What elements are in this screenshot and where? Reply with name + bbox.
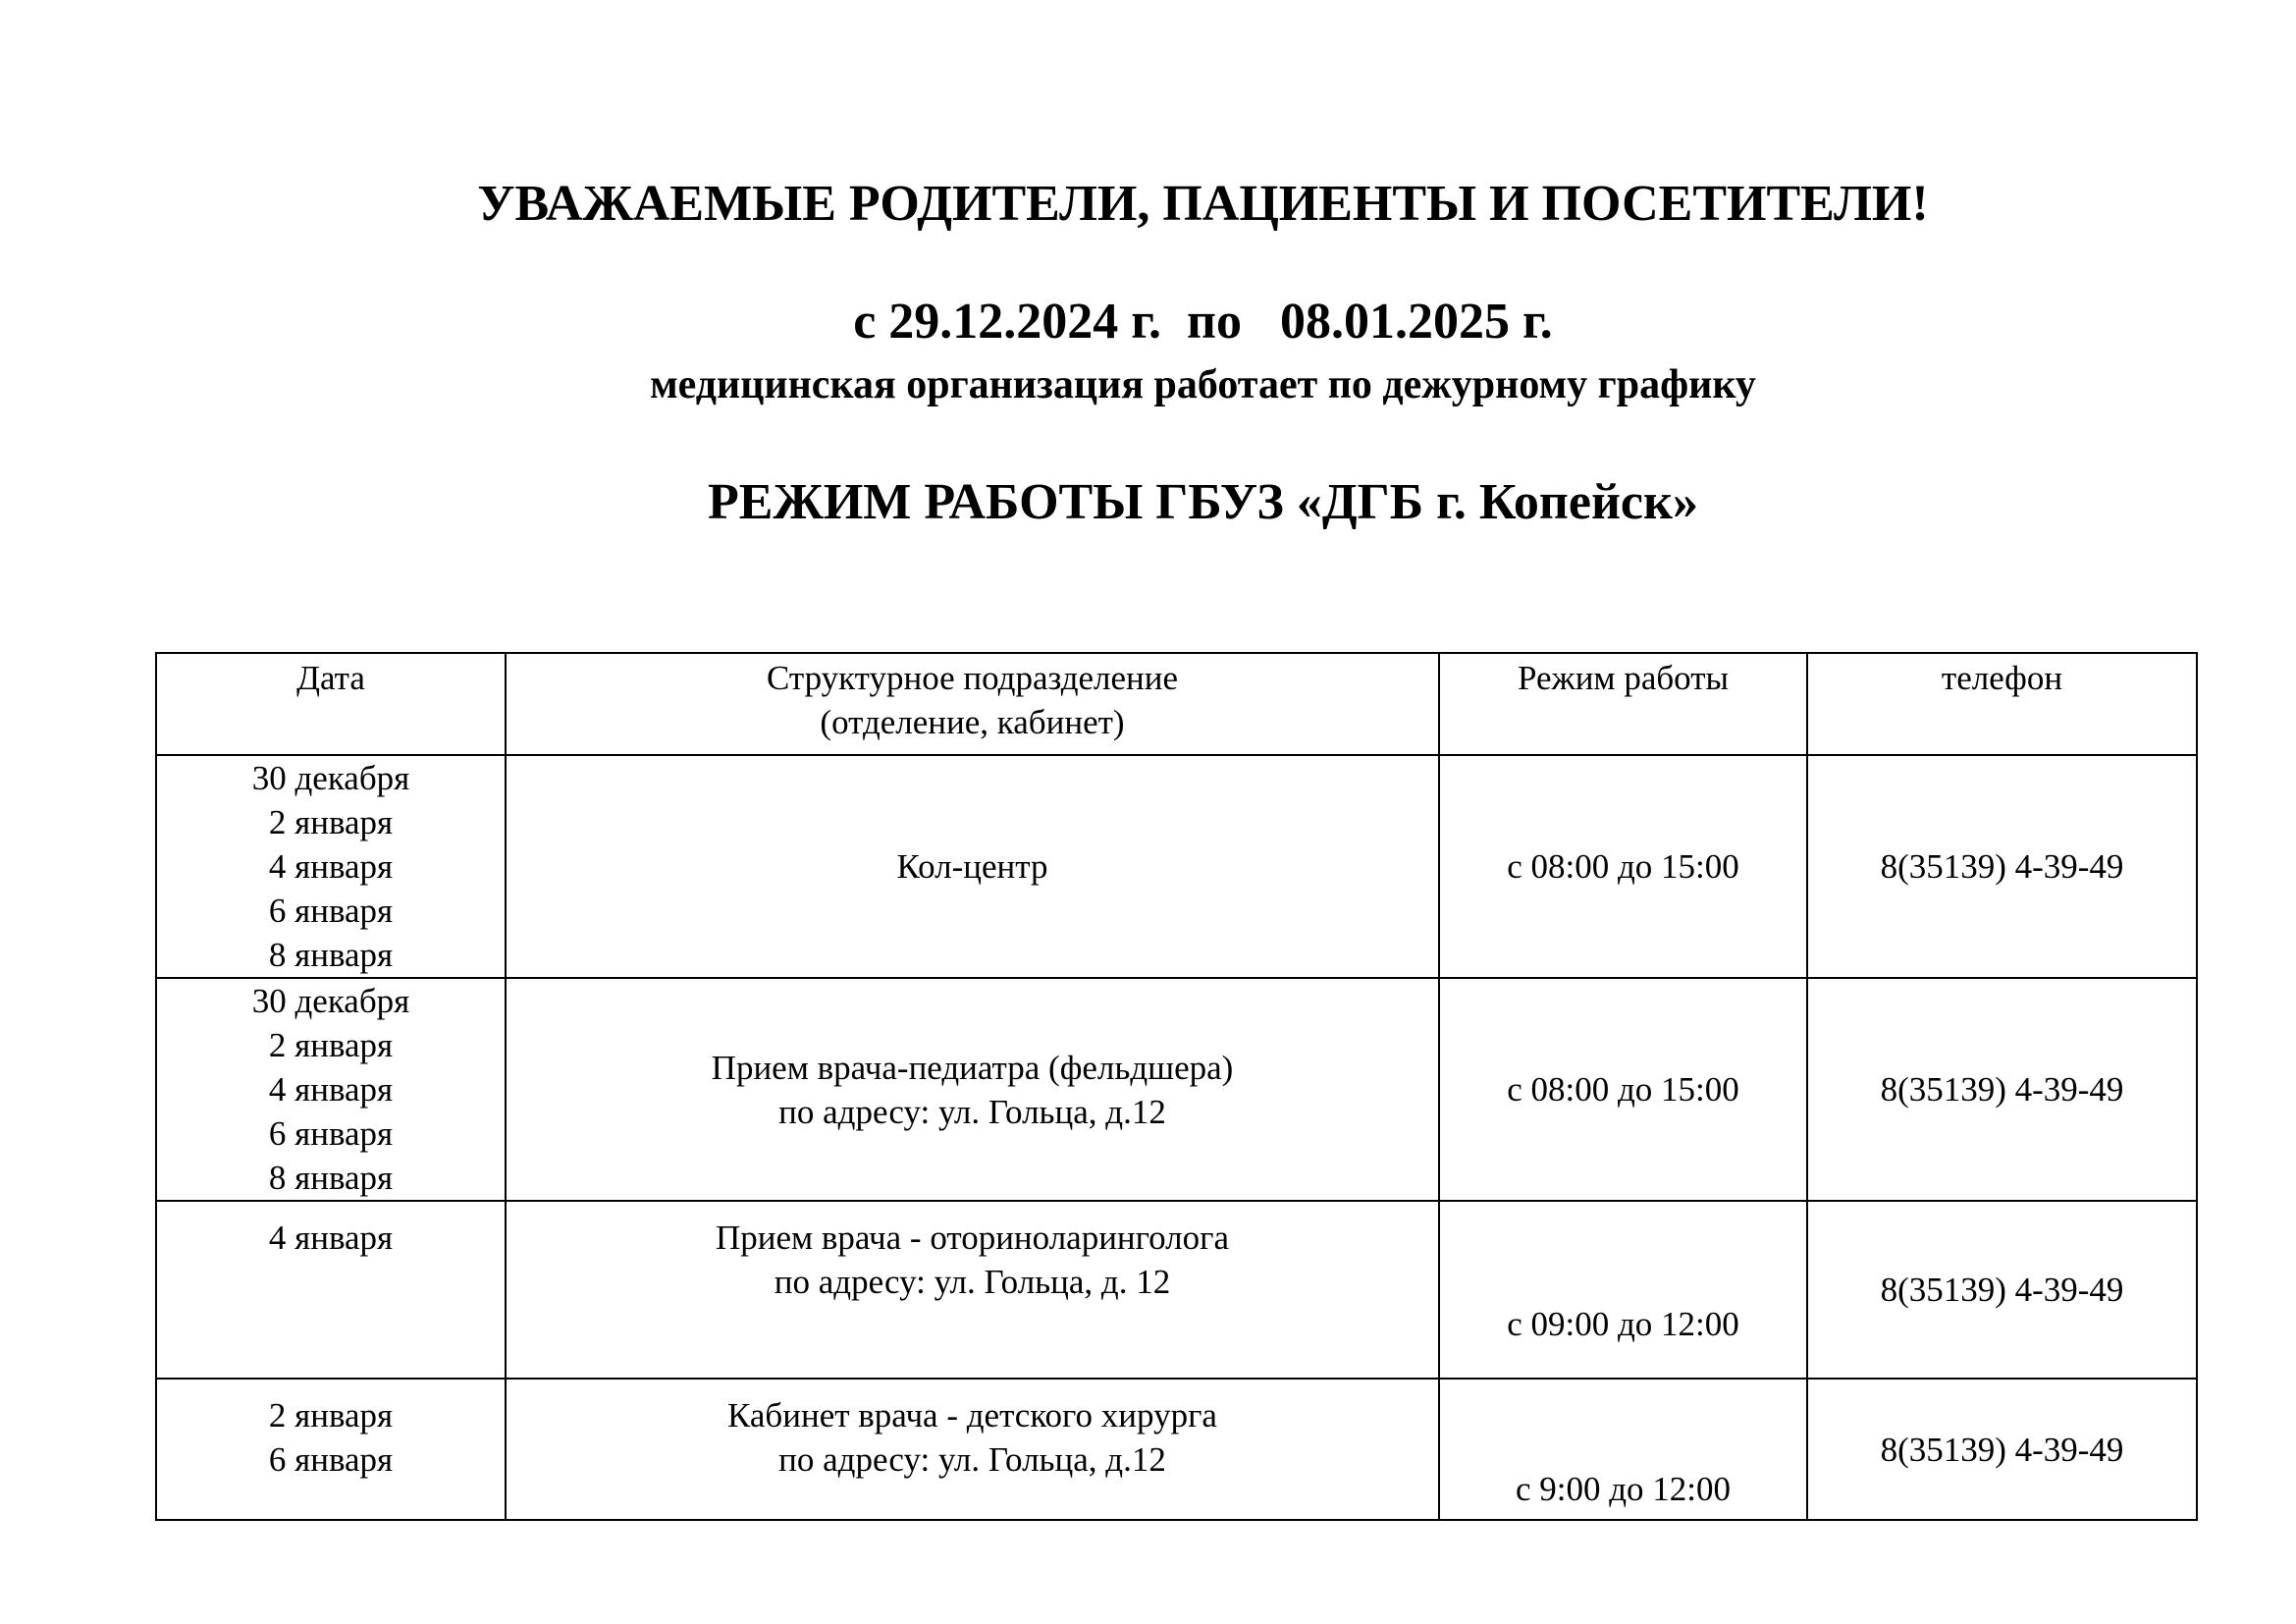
table-row (156, 1201, 2197, 1379)
column-header-phone: телефон (1807, 653, 2197, 755)
date-cell: 30 декабря 2 января 4 января 6 января 8 января (156, 978, 506, 1201)
duty-notice: медицинская организация работает по дежурному графику (650, 362, 1756, 407)
phone-cell: 8(35139) 4-39-49 (1807, 978, 2197, 1201)
table-row (156, 978, 2197, 1201)
phone-cell: 8(35139) 4-39-49 (1807, 755, 2197, 978)
date-cell: 2 января 6 января (156, 1379, 506, 1520)
schedule-table (155, 652, 2198, 1521)
unit-cell: Прием врача - оториноларинголога по адресу: ул. Гольца, д. 12 (506, 1201, 1439, 1379)
table-header-row (156, 653, 2197, 755)
date-cell: 30 декабря 2 января 4 января 6 января 8 января (156, 755, 506, 978)
table-row (156, 755, 2197, 978)
column-header-hours: Режим работы (1439, 653, 1807, 755)
unit-cell: Кабинет врача - детского хирурга по адресу: ул. Гольца, д.12 (506, 1379, 1439, 1520)
date-cell: 4 января (156, 1201, 506, 1379)
unit-cell: Кол-центр (506, 755, 1439, 978)
unit-cell: Прием врача-педиатра (фельдшера) по адресу: ул. Гольца, д.12 (506, 978, 1439, 1201)
table-row (156, 1379, 2197, 1520)
hours-cell: с 09:00 до 12:00 (1439, 1201, 1807, 1379)
phone-cell: 8(35139) 4-39-49 (1807, 1201, 2197, 1379)
column-header-date: Дата (156, 653, 506, 755)
greeting-heading: УВАЖАЕМЫЕ РОДИТЕЛИ, ПАЦИЕНТЫ И ПОСЕТИТЕЛИ! (477, 176, 1929, 232)
schedule-title: РЕЖИМ РАБОТЫ ГБУЗ «ДГБ г. Копейск» (708, 474, 1698, 530)
hours-cell: с 08:00 до 15:00 (1439, 755, 1807, 978)
hours-cell: с 9:00 до 12:00 (1439, 1379, 1807, 1520)
period-heading: с 29.12.2024 г. по 08.01.2025 г. (853, 294, 1553, 350)
hours-cell: с 08:00 до 15:00 (1439, 978, 1807, 1201)
column-header-unit: Структурное подразделение (отделение, кабинет) (506, 653, 1439, 755)
phone-cell: 8(35139) 4-39-49 (1807, 1379, 2197, 1520)
